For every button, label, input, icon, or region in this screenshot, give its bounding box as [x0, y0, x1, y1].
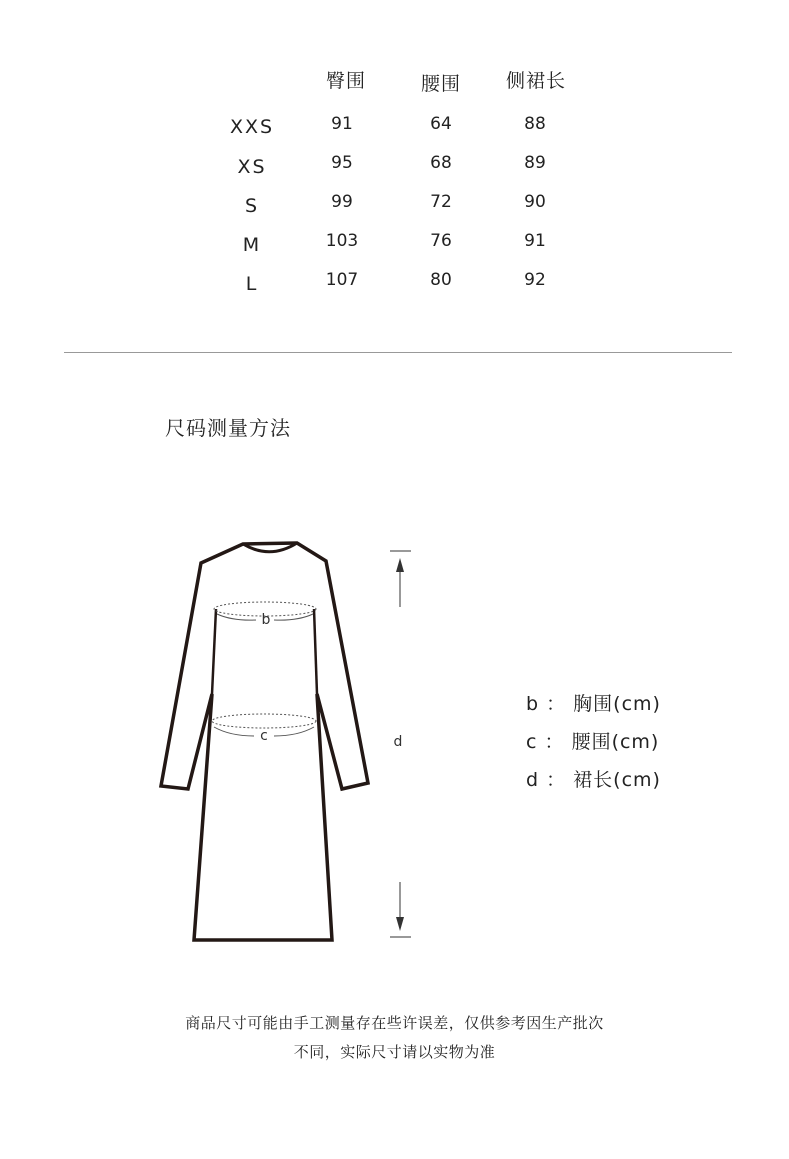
size-label: XS — [237, 156, 267, 178]
waist-ellipse — [212, 714, 316, 728]
waist-front-right — [274, 727, 314, 736]
legend-item-waist — [526, 727, 659, 754]
size-label: M — [242, 234, 262, 256]
diagram-label-c: c — [260, 728, 268, 744]
legend-item-chest — [526, 689, 661, 716]
header-hip: 臀围 — [325, 70, 366, 92]
length-down-arrow-icon — [396, 917, 404, 931]
footnote-line-2: 不同，实际尺寸请以实物为准 — [293, 1043, 496, 1061]
right-sleeve-seam — [314, 609, 317, 694]
cell-waist: 72 — [430, 192, 452, 212]
waist-front-left — [214, 727, 254, 736]
size-label: S — [244, 195, 260, 217]
cell-length: 92 — [524, 270, 546, 290]
cell-waist: 76 — [430, 231, 452, 251]
cell-hip: 95 — [331, 153, 353, 173]
size-label: L — [245, 273, 259, 295]
section-divider — [64, 352, 732, 353]
legend-text: 裙长(cm) — [573, 769, 661, 791]
legend-text: 腰围(cm) — [571, 731, 660, 753]
legend-item-length — [526, 765, 661, 792]
cell-length: 88 — [524, 114, 546, 134]
measure-section-title: 尺码测量方法 — [165, 416, 291, 440]
cell-length: 90 — [524, 192, 546, 212]
legend-sep: ： — [546, 693, 567, 715]
header-side-skirt-length: 侧裙长 — [505, 70, 566, 92]
legend-key: b — [526, 693, 540, 715]
diagram-label-b: b — [261, 612, 271, 628]
legend-key: c — [526, 731, 538, 753]
cell-waist: 64 — [430, 114, 452, 134]
cell-hip: 107 — [325, 270, 359, 290]
footnote-line-1: 商品尺寸可能由手工测量存在些许误差，仅供参考因生产批次 — [185, 1014, 604, 1032]
size-label: XXS — [229, 116, 275, 138]
length-up-arrow-icon — [396, 558, 404, 572]
header-waist: 腰围 — [420, 73, 461, 95]
cell-length: 89 — [524, 153, 546, 173]
cell-hip: 99 — [331, 192, 353, 212]
dress-diagram — [150, 530, 430, 950]
legend-sep: ： — [544, 731, 565, 753]
cell-length: 91 — [524, 231, 546, 251]
cell-waist: 80 — [430, 270, 452, 290]
cell-hip: 91 — [331, 114, 353, 134]
legend-text: 胸围(cm) — [573, 693, 661, 715]
cell-hip: 103 — [325, 231, 359, 251]
cell-waist: 68 — [430, 153, 452, 173]
diagram-label-d: d — [393, 734, 403, 750]
legend-key: d — [526, 769, 540, 791]
legend-sep: ： — [546, 769, 567, 791]
left-sleeve-seam — [212, 609, 216, 694]
